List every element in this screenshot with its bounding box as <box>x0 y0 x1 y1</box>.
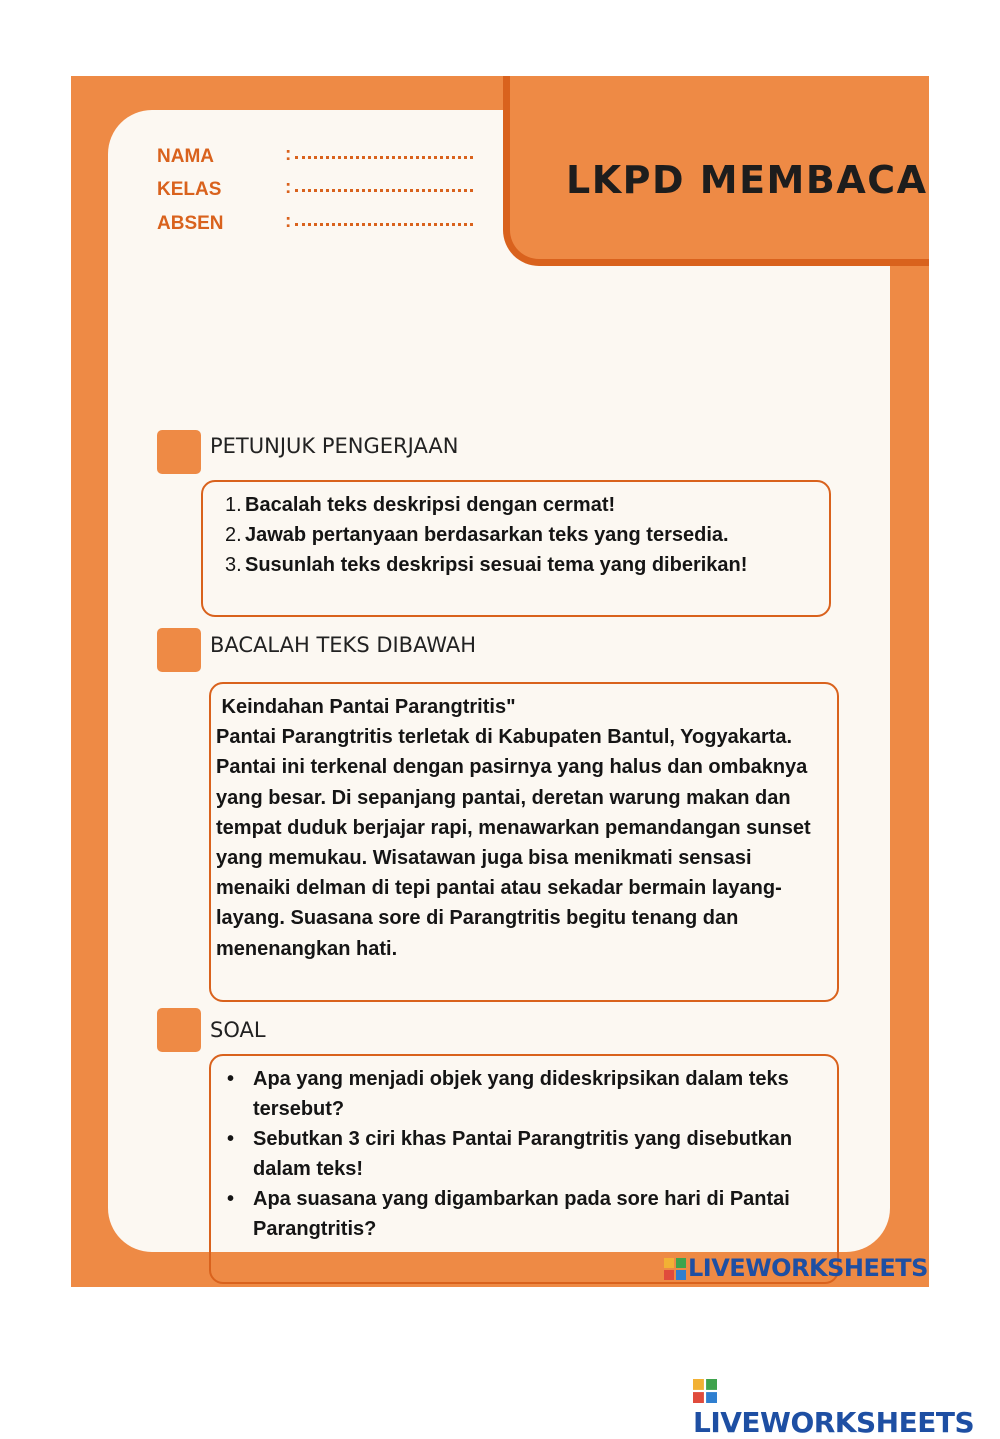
name-field <box>157 146 487 176</box>
instructions-box <box>201 480 831 617</box>
instruction-number: 2. <box>225 524 242 546</box>
worksheet-title: LKPD MEMBACA <box>566 158 928 202</box>
watermark-text: LIVEWORKSHEETS <box>688 1254 928 1282</box>
question-bullet: • <box>227 1068 235 1090</box>
instruction-item <box>225 550 829 580</box>
class-colon: : <box>285 177 292 198</box>
instruction-text: Susunlah teks deskripsi sesuai tema yang diberikan! <box>245 554 748 576</box>
liveworksheets-watermark <box>693 1373 1000 1439</box>
watermark-text: LIVEWORKSHEETS <box>693 1406 975 1439</box>
question-text: Sebutkan 3 ciri khas Pantai Parangtritis yang disebutkan dalam teks! <box>253 1128 793 1180</box>
instruction-item <box>225 520 829 550</box>
instructions-title: PETUNJUK PENGERJAAN <box>210 434 459 458</box>
question-item <box>227 1184 827 1244</box>
question-text: Apa suasana yang digambarkan pada sore hari di Pantai Parangtritis? <box>253 1188 790 1240</box>
attendance-blank[interactable] <box>295 223 473 226</box>
questions-marker <box>157 1008 201 1052</box>
question-text: Apa yang menjadi objek yang dideskripsikan dalam teks tersebut? <box>253 1068 789 1120</box>
question-bullet: • <box>227 1188 235 1210</box>
reading-box <box>209 682 839 1002</box>
liveworksheets-logo-icon <box>693 1379 717 1403</box>
instructions-marker <box>157 430 201 474</box>
instruction-number: 3. <box>225 554 242 576</box>
liveworksheets-watermark-inner <box>664 1254 928 1282</box>
questions-title: SOAL <box>210 1018 266 1042</box>
attendance-label: ABSEN <box>157 213 224 234</box>
question-item <box>227 1064 827 1124</box>
reading-marker <box>157 628 201 672</box>
class-label: KELAS <box>157 179 222 200</box>
class-blank[interactable] <box>295 189 473 192</box>
instruction-text: Jawab pertanyaan berdasarkan teks yang tersedia. <box>245 524 729 546</box>
name-label: NAMA <box>157 146 214 167</box>
title-tab <box>503 76 929 266</box>
reading-heading: Keindahan Pantai Parangtritis" <box>216 696 516 718</box>
worksheet-frame <box>71 76 929 1287</box>
question-bullet: • <box>227 1128 235 1150</box>
attendance-field <box>157 213 487 243</box>
instruction-number: 1. <box>225 494 242 516</box>
liveworksheets-logo-icon <box>664 1258 686 1280</box>
name-colon: : <box>285 144 292 165</box>
class-field <box>157 179 487 209</box>
instruction-item <box>225 490 829 520</box>
name-blank[interactable] <box>295 156 473 159</box>
instruction-text: Bacalah teks deskripsi dengan cermat! <box>245 494 616 516</box>
reading-body: Pantai Parangtritis terletak di Kabupaten Bantul, Yogyakarta. Pantai ini terkenal dengan pasirnya yang halus dan ombaknya yang besar. Di sepanjang pantai, deretan warung makan dan tempat duduk berjajar rapi, menawarkan pemandangan sunset yang memukau. Wisatawan juga bisa menikmati sensasi menaiki delman di tepi pantai atau sekadar bermain layang-layang. Suasana sore di Parangtritis begitu tenang dan menenangkan hati. <box>216 726 811 960</box>
question-item <box>227 1124 827 1184</box>
reading-title: BACALAH TEKS DIBAWAH <box>210 633 477 657</box>
questions-box <box>209 1054 839 1284</box>
attendance-colon: : <box>285 211 292 232</box>
